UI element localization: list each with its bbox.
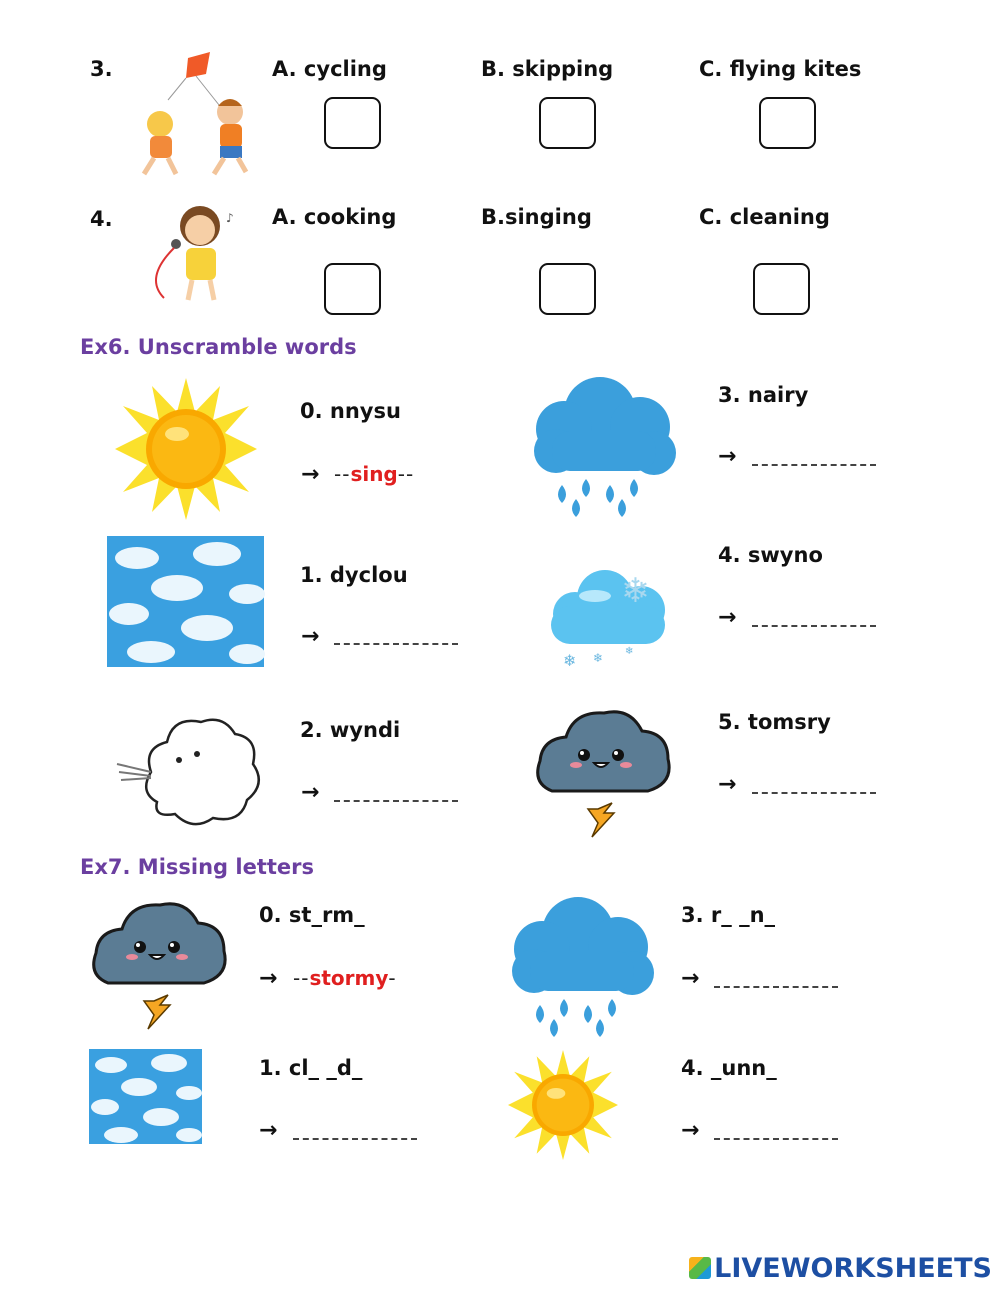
- svg-text:❄: ❄: [621, 571, 650, 611]
- svg-text:♪: ♪: [226, 211, 234, 225]
- windy-cloud-image: [117, 702, 257, 832]
- ex7-item-3-label: 3. r_ _n_: [681, 903, 776, 927]
- ex6-item-3-answer-field[interactable]: [752, 464, 876, 466]
- cloudy-sky-image: [107, 536, 264, 667]
- question-number-4: 4.: [90, 207, 113, 231]
- sun-image: [115, 378, 257, 520]
- liveworksheets-logo[interactable]: [689, 1253, 992, 1284]
- answer-checkbox-3a[interactable]: [324, 97, 381, 149]
- ex6-item-5-label: 5. tomsry: [718, 710, 831, 734]
- ex6-item-5-answer-field[interactable]: [752, 792, 876, 794]
- ex6-item-1-answer-field[interactable]: [334, 643, 458, 645]
- question-number-3: 3.: [90, 57, 113, 81]
- cloudy-sky-image: [89, 1049, 202, 1144]
- arrow-icon: →: [301, 624, 320, 649]
- option-a-label: A. cycling: [272, 57, 387, 81]
- storm-cloud-image: [532, 705, 672, 837]
- girl-singing-image: [148, 200, 243, 305]
- ex7-item-3-answer-field[interactable]: [714, 986, 838, 988]
- arrow-icon: →: [259, 1118, 278, 1143]
- ex7-item-0-answer[interactable]: --stormy-: [293, 966, 397, 990]
- answer-checkbox-4b[interactable]: [539, 263, 596, 315]
- rain-cloud-image: [508, 895, 654, 1037]
- snow-cloud-image: [545, 562, 675, 672]
- ex6-item-4-answer-field[interactable]: [752, 625, 876, 627]
- rain-cloud-image: [530, 375, 676, 517]
- ex7-item-1-label: 1. cl_ _d_: [259, 1056, 363, 1080]
- storm-cloud-image: [88, 897, 228, 1029]
- ex6-item-3-label: 3. nairy: [718, 383, 809, 407]
- ex6-item-0-answer[interactable]: --sing--: [334, 462, 415, 486]
- option-a-label: A. cooking: [272, 205, 397, 229]
- svg-text:❄: ❄: [563, 651, 577, 670]
- arrow-icon: →: [259, 966, 278, 991]
- ex7-item-4-label: 4. _unn_: [681, 1056, 777, 1080]
- logo-icon: [689, 1257, 711, 1279]
- ex6-item-0-label: 0. nnysu: [300, 399, 401, 423]
- answer-checkbox-3c[interactable]: [759, 97, 816, 149]
- arrow-icon: →: [681, 1118, 700, 1143]
- answer-checkbox-4a[interactable]: [324, 263, 381, 315]
- sun-image: [508, 1050, 618, 1160]
- ex7-item-0-label: 0. st_rm_: [259, 903, 365, 927]
- ex6-item-4-label: 4. swyno: [718, 543, 823, 567]
- ex6-item-1-label: 1. dyclou: [300, 563, 408, 587]
- kids-flying-kite-image: [128, 50, 268, 178]
- arrow-icon: →: [301, 780, 320, 805]
- arrow-icon: →: [301, 462, 320, 487]
- svg-text:❄: ❄: [593, 651, 604, 665]
- arrow-icon: →: [718, 772, 737, 797]
- answer-checkbox-3b[interactable]: [539, 97, 596, 149]
- ex7-item-1-answer-field[interactable]: [293, 1138, 417, 1140]
- ex6-item-2-answer-field[interactable]: [334, 800, 458, 802]
- option-c-label: C. flying kites: [699, 57, 862, 81]
- svg-text:❄: ❄: [625, 646, 634, 657]
- option-c-label: C. cleaning: [699, 205, 830, 229]
- ex7-item-4-answer-field[interactable]: [714, 1138, 838, 1140]
- ex6-item-2-label: 2. wyndi: [300, 718, 401, 742]
- answer-checkbox-4c[interactable]: [753, 263, 810, 315]
- arrow-icon: →: [718, 444, 737, 469]
- option-b-label: B.singing: [481, 205, 592, 229]
- brand-name: LIVEWORKSHEETS: [714, 1253, 992, 1284]
- option-b-label: B. skipping: [481, 57, 614, 81]
- arrow-icon: →: [718, 605, 737, 630]
- ex6-heading: Ex6. Unscramble words: [80, 335, 357, 359]
- arrow-icon: →: [681, 966, 700, 991]
- ex7-heading: Ex7. Missing letters: [80, 855, 314, 879]
